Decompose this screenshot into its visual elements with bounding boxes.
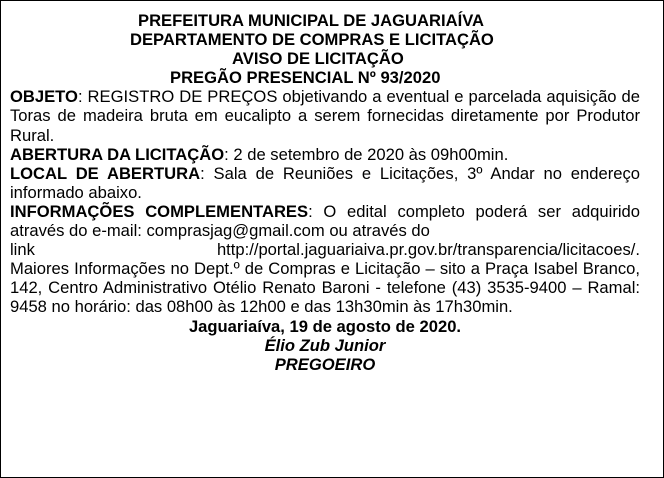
objeto-paragraph xyxy=(10,87,640,144)
signatory-name: Élio Zub Junior xyxy=(264,335,386,355)
local-text: : Sala de Reuniões e Licitações, 3º Andar no endereço informado abaixo. xyxy=(10,163,640,202)
notice-type-title: AVISO DE LICITAÇÃO xyxy=(232,49,404,69)
local-paragraph xyxy=(10,164,640,202)
informacoes-text-b: Maiores Informações no Dept.º de Compras e Licitação – sito a Praça Isabel Branco, 142, Centro Administrativo Otélio Renato Baroni - telefone (43) 3535-9400 – Ramal: 9458 no horário: das 08h00 às 12h00 e das 13h30min às 17h30min. xyxy=(10,259,640,317)
notice-content xyxy=(10,11,640,374)
date-line: Jaguariaíva, 19 de agosto de 2020. xyxy=(188,316,462,336)
informacoes-text-a: : O edital completo poderá ser adquirido através do e-mail: comprasjag@gmail.com ou através do xyxy=(10,201,640,241)
informacoes-label: INFORMAÇÕES COMPLEMENTARES xyxy=(10,201,309,221)
link-line xyxy=(10,240,640,259)
abertura-paragraph xyxy=(10,145,640,164)
department-title: DEPARTAMENTO DE COMPRAS E LICITAÇÃO xyxy=(130,30,494,50)
municipality-title: PREFEITURA MUNICIPAL DE JAGUARIAÍVA xyxy=(138,11,485,30)
link-word: link xyxy=(10,240,35,260)
signatory-role: PREGOEIRO xyxy=(274,354,376,374)
abertura-text: : 2 de setembro de 2020 às 09h00min. xyxy=(224,144,509,164)
objeto-text: : REGISTRO DE PREÇOS objetivando a eventual e parcelada aquisição de Toras de madeira bruta em eucalipto a serem fornecidas diretamente por Produtor Rural. xyxy=(10,87,640,145)
link-url[interactable]: http://portal.jaguariaiva.pr.gov.br/transparencia/licitacoes/. xyxy=(216,240,640,260)
objeto-label: OBJETO xyxy=(10,87,78,107)
local-label: LOCAL DE ABERTURA xyxy=(10,163,201,183)
informacoes-paragraph xyxy=(10,202,640,240)
auction-number-title: PREGÃO PRESENCIAL Nº 93/2020 xyxy=(170,68,441,88)
informacoes-paragraph-continued xyxy=(10,259,640,316)
abertura-label: ABERTURA DA LICITAÇÃO xyxy=(10,144,225,164)
